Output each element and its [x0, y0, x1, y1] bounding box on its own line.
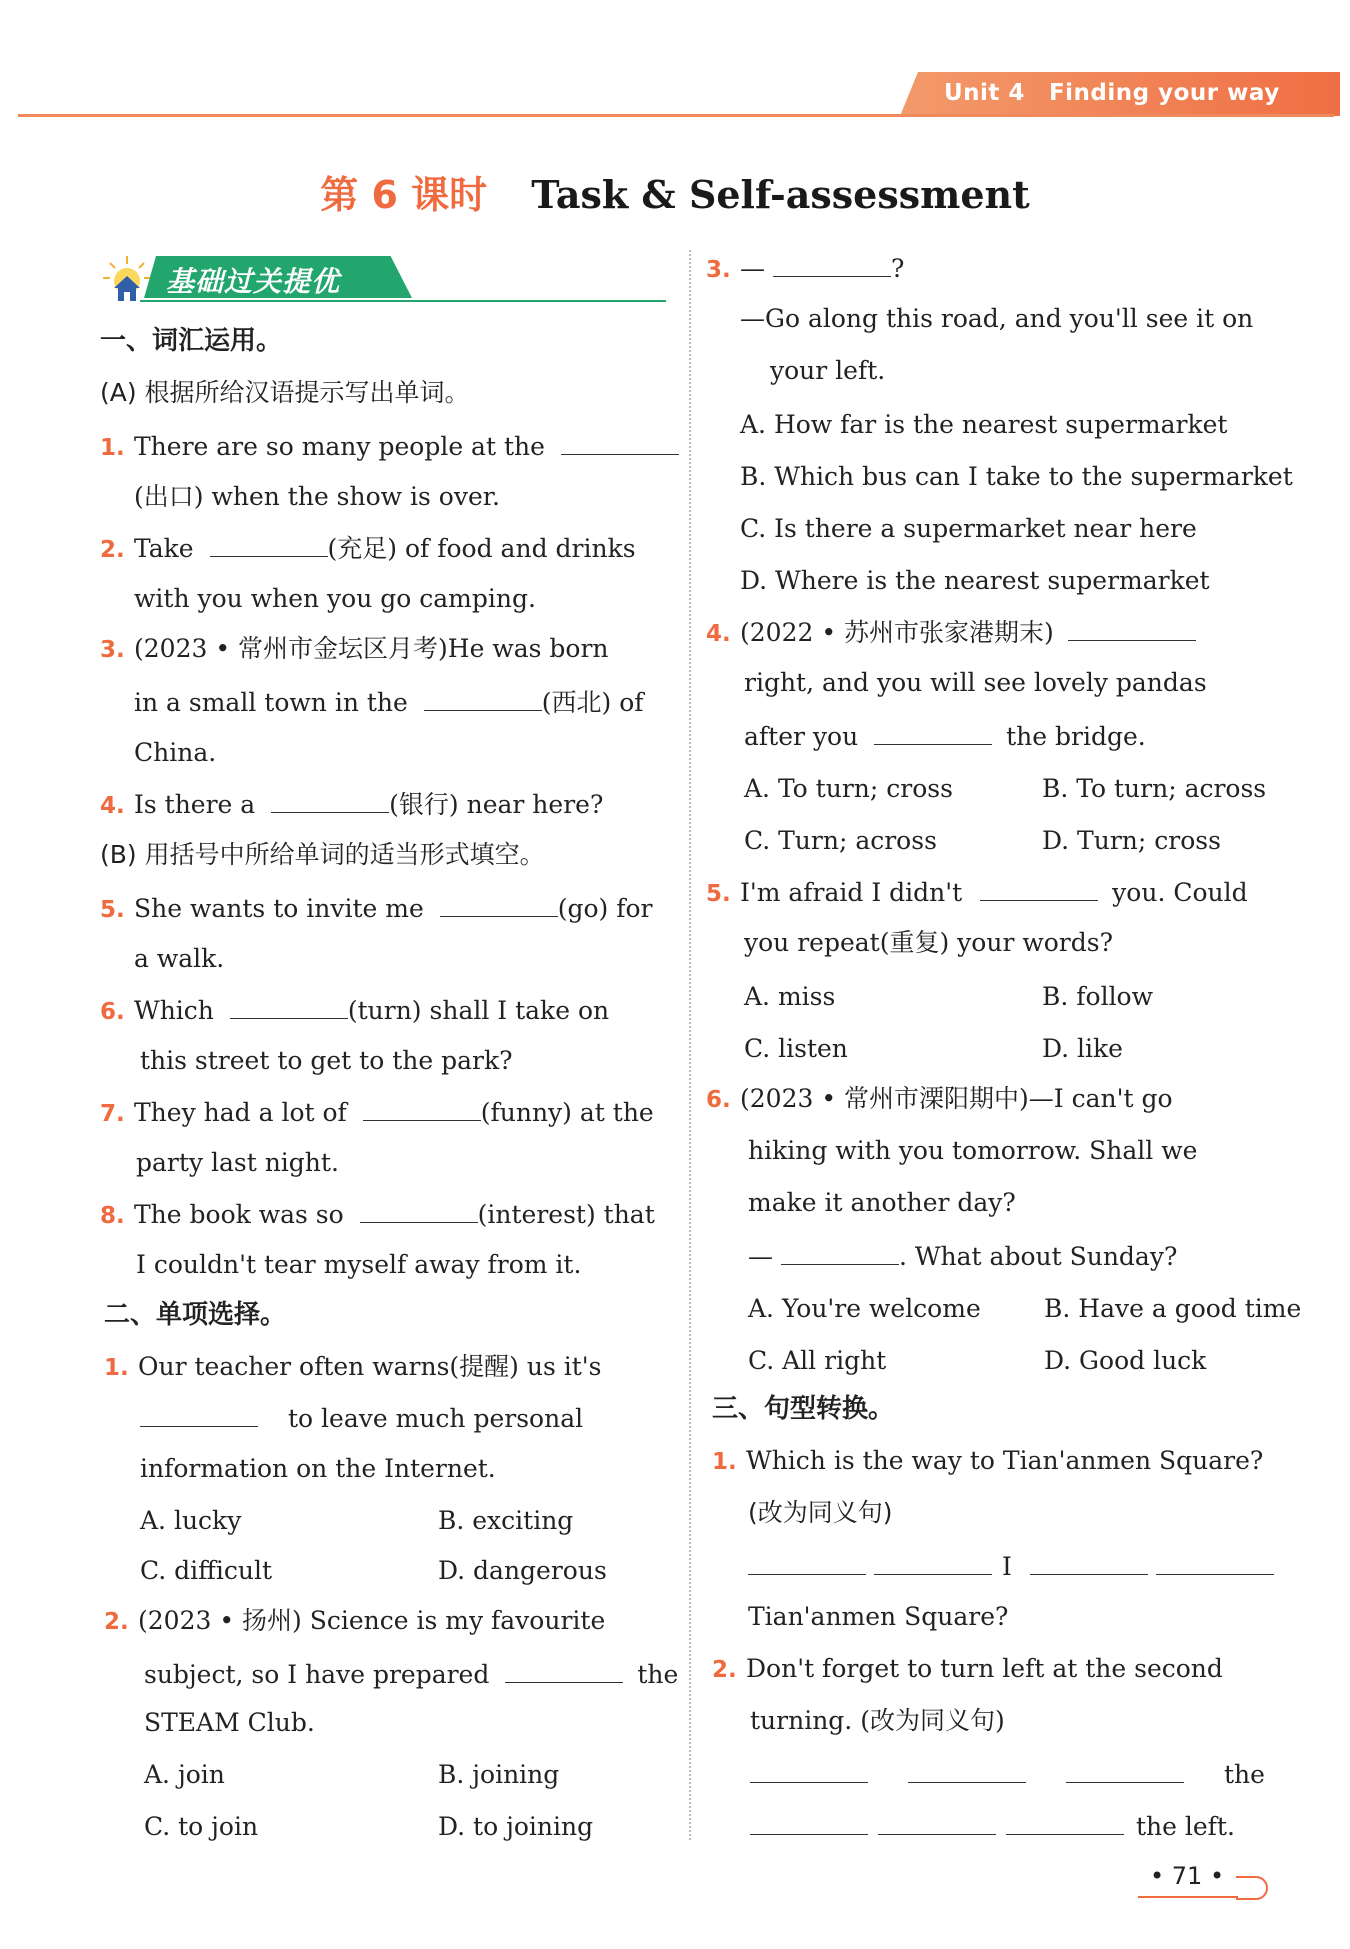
transform-q2-article: the — [1224, 1760, 1265, 1789]
choice-q2-line2 — [144, 1660, 678, 1687]
answer-blank[interactable] — [1030, 1552, 1148, 1575]
choice-q6-option-a[interactable]: A. You're welcome — [748, 1294, 981, 1323]
vocab-q8-line1 — [100, 1200, 655, 1228]
transform-q2-line1 — [712, 1656, 1223, 1682]
vocab-q4-line1 — [100, 790, 603, 818]
transform-q1-line2: (改为同义句) — [748, 1498, 893, 1527]
page-number-hook — [1236, 1876, 1268, 1900]
choice-q6-option-b[interactable]: B. Have a good time — [1044, 1294, 1302, 1323]
transform-q1-line1 — [712, 1448, 1263, 1474]
transform-q2-line3 — [750, 1760, 1265, 1787]
answer-blank[interactable] — [750, 1812, 868, 1835]
vocab-q7-line2: party last night. — [136, 1148, 339, 1177]
question-number: 2. — [104, 1609, 129, 1635]
vocab-q4-text-2: (银行) near here? — [389, 790, 604, 819]
choice-q4-option-b[interactable]: B. To turn; across — [1042, 774, 1267, 803]
answer-blank[interactable] — [140, 1404, 258, 1427]
banner-rule — [140, 300, 666, 302]
column-divider — [689, 250, 691, 1840]
section-transform-heading: 三、句型转换。 — [712, 1394, 895, 1424]
transform-q2-text: Don't forget to turn left at the second — [746, 1654, 1223, 1683]
question-number: 2. — [100, 537, 125, 563]
vocab-q5-text-2: (go) for — [557, 894, 653, 923]
vocab-q3-text-3: (西北) of — [541, 688, 644, 717]
choice-q5-option-b[interactable]: B. follow — [1042, 982, 1154, 1011]
answer-blank[interactable] — [874, 722, 992, 745]
section-choice-heading: 二、单项选择。 — [104, 1300, 287, 1330]
choice-q4-source: (2022 • 苏州市张家港期末) — [740, 618, 1054, 647]
choice-q3-line3: your left. — [770, 356, 886, 385]
vocab-q3-line3: China. — [134, 738, 217, 767]
answer-blank[interactable] — [1068, 618, 1196, 641]
section-banner — [100, 254, 666, 306]
choice-q4-line3 — [744, 722, 1146, 749]
question-number: 1. — [104, 1355, 129, 1381]
vocab-q6-text: Which — [134, 996, 214, 1025]
question-number: 5. — [100, 897, 125, 923]
page-title — [0, 164, 1350, 219]
choice-q2-line1 — [104, 1608, 605, 1634]
choice-q4-line2: right, and you will see lovely pandas — [744, 668, 1207, 697]
vocab-q8-line2: I couldn't tear myself away from it. — [136, 1250, 582, 1279]
transform-q2-text-2: the left. — [1136, 1812, 1235, 1841]
choice-q5-option-a[interactable]: A. miss — [744, 982, 836, 1011]
vocab-q7-text: They had a lot of — [134, 1098, 347, 1127]
answer-blank[interactable] — [440, 894, 558, 917]
vocab-q5-text: She wants to invite me — [134, 894, 424, 923]
choice-q3-option-b[interactable]: B. Which bus can I take to the supermarket — [740, 462, 1293, 491]
unit-number: Unit 4 — [944, 80, 1025, 106]
choice-q2-text-3: the — [637, 1660, 679, 1689]
choice-q1-option-c[interactable]: C. difficult — [140, 1556, 273, 1585]
choice-q1-text-2: to leave much personal — [288, 1404, 584, 1433]
transform-q2-line4 — [750, 1812, 1235, 1839]
house-lightbulb-icon — [100, 254, 154, 306]
choice-q4-option-c[interactable]: C. Turn; across — [744, 826, 937, 855]
choice-q2-text: (2023 • 扬州) Science is my favourite — [138, 1606, 606, 1635]
unit-heading — [944, 80, 1304, 106]
vocab-q2-line2: with you when you go camping. — [134, 584, 536, 613]
choice-q2-option-a[interactable]: A. join — [144, 1760, 225, 1789]
vocab-q8-text-2: (interest) that — [477, 1200, 655, 1229]
unit-topic: Finding your way — [1048, 80, 1280, 106]
answer-blank[interactable] — [773, 254, 891, 277]
vocab-q8-text: The book was so — [134, 1200, 344, 1229]
vocab-q3-text-2: in a small town in the — [134, 688, 408, 717]
vocab-q5-line2: a walk. — [134, 944, 225, 973]
choice-q5-option-c[interactable]: C. listen — [744, 1034, 848, 1063]
choice-q3-qmark: ? — [890, 254, 905, 283]
vocab-q2-text: Take — [134, 534, 194, 563]
answer-blank[interactable] — [874, 1552, 992, 1575]
choice-q5-text-2: you. Could — [1112, 878, 1248, 907]
choice-q6-option-c[interactable]: C. All right — [748, 1346, 887, 1375]
choice-q6-line3: make it another day? — [748, 1188, 1016, 1217]
vocab-q4-text: Is there a — [134, 790, 256, 819]
choice-q3-option-c[interactable]: C. Is there a supermarket near here — [740, 514, 1197, 543]
choice-q2-text-2: subject, so I have prepared — [144, 1660, 490, 1689]
choice-q5-line2: you repeat(重复) your words? — [744, 928, 1113, 957]
choice-q6-dash: — — [748, 1242, 773, 1271]
part-b-instruction: (B) 用括号中所给单词的适当形式填空。 — [100, 840, 545, 869]
vocab-q3-line2 — [134, 688, 644, 715]
question-number: 3. — [100, 637, 125, 663]
choice-q2-option-b[interactable]: B. joining — [438, 1760, 560, 1789]
answer-blank[interactable] — [781, 1242, 899, 1265]
question-number: 4. — [100, 793, 125, 819]
question-number: 4. — [706, 621, 731, 647]
choice-q3-option-d[interactable]: D. Where is the nearest supermarket — [740, 566, 1210, 595]
answer-blank[interactable] — [505, 1660, 623, 1683]
choice-q6-text-2: . What about Sunday? — [898, 1242, 1178, 1271]
vocab-q3-text: (2023 • 常州市金坛区月考)He was born — [134, 634, 609, 663]
question-number: 1. — [712, 1449, 737, 1475]
choice-q6-option-d[interactable]: D. Good luck — [1044, 1346, 1207, 1375]
choice-q2-option-c[interactable]: C. to join — [144, 1812, 259, 1841]
answer-blank[interactable] — [748, 1552, 866, 1575]
answer-blank[interactable] — [908, 1760, 1026, 1783]
answer-blank[interactable] — [271, 790, 389, 813]
answer-blank[interactable] — [878, 1812, 996, 1835]
choice-q5-option-d[interactable]: D. like — [1042, 1034, 1123, 1063]
transform-q2-line2: turning. (改为同义句) — [750, 1706, 1005, 1735]
choice-q1-line2 — [140, 1404, 583, 1431]
answer-blank[interactable] — [1066, 1760, 1184, 1783]
answer-blank[interactable] — [1006, 1812, 1124, 1835]
answer-blank[interactable] — [363, 1098, 481, 1121]
choice-q1-option-a[interactable]: A. lucky — [140, 1506, 242, 1535]
choice-q2-option-d[interactable]: D. to joining — [438, 1812, 594, 1841]
vocab-q3-line1 — [100, 636, 609, 662]
transform-q1-text: Which is the way to Tian'anmen Square? — [746, 1446, 1264, 1475]
question-number: 5. — [706, 881, 731, 907]
question-number: 7. — [100, 1101, 125, 1127]
vocab-q1-line2: (出口) when the show is over. — [134, 482, 500, 511]
lesson-title: Task & Self-assessment — [531, 172, 1030, 217]
answer-blank[interactable] — [561, 432, 679, 455]
choice-q5-line1 — [706, 878, 1248, 906]
choice-q1-line3: information on the Internet. — [140, 1454, 496, 1483]
question-number: 6. — [706, 1087, 731, 1113]
page-number-underline — [1138, 1896, 1238, 1898]
choice-q2-line3: STEAM Club. — [144, 1708, 315, 1737]
page-number: • 71 • — [1150, 1862, 1225, 1890]
vocab-q6-line2: this street to get to the park? — [140, 1046, 513, 1075]
choice-q4-option-a[interactable]: A. To turn; cross — [744, 774, 953, 803]
vocab-q6-line1 — [100, 996, 609, 1024]
vocab-q7-line1 — [100, 1098, 654, 1126]
choice-q3-line1 — [706, 254, 904, 282]
header-rule — [18, 114, 1334, 117]
choice-q3-line2: —Go along this road, and you'll see it on — [740, 304, 1254, 333]
answer-blank[interactable] — [1156, 1552, 1274, 1575]
lesson-number: 第 6 课时 — [320, 173, 488, 217]
choice-q1-line1 — [104, 1354, 602, 1380]
choice-q3-option-a[interactable]: A. How far is the nearest supermarket — [740, 410, 1228, 439]
banner-label: 基础过关提优 — [166, 265, 341, 298]
vocab-q2-text-2: (充足) of food and drinks — [327, 534, 636, 563]
vocab-q5-line1 — [100, 894, 652, 922]
choice-q1-text: Our teacher often warns(提醒) us it's — [138, 1352, 602, 1381]
choice-q4-text-2: the bridge. — [1006, 722, 1146, 751]
choice-q6-line4 — [748, 1242, 1177, 1269]
transform-q1-line4: Tian'anmen Square? — [748, 1602, 1009, 1631]
answer-blank[interactable] — [230, 996, 348, 1019]
answer-blank[interactable] — [360, 1200, 478, 1223]
question-number: 3. — [706, 257, 731, 283]
choice-q4-option-d[interactable]: D. Turn; cross — [1042, 826, 1221, 855]
choice-q5-text: I'm afraid I didn't — [740, 878, 963, 907]
vocab-q2-line1 — [100, 534, 636, 562]
vocab-q7-text-2: (funny) at the — [480, 1098, 654, 1127]
question-number: 8. — [100, 1203, 125, 1229]
question-number: 1. — [100, 435, 125, 461]
answer-blank[interactable] — [424, 688, 542, 711]
choice-q1-option-b[interactable]: B. exciting — [438, 1506, 574, 1535]
answer-blank[interactable] — [980, 878, 1098, 901]
section-vocabulary-heading: 一、词汇运用。 — [100, 326, 283, 356]
choice-q4-text: after you — [744, 722, 859, 751]
transform-q1-line3 — [748, 1552, 1274, 1579]
vocab-q1-text: There are so many people at the — [134, 432, 545, 461]
answer-blank[interactable] — [210, 534, 328, 557]
choice-q6-text: (2023 • 常州市溧阳期中)—I can't go — [740, 1084, 1173, 1113]
choice-q6-line1 — [706, 1086, 1173, 1112]
choice-q1-option-d[interactable]: D. dangerous — [438, 1556, 607, 1585]
choice-q3-dash: — — [740, 254, 765, 283]
vocab-q1-line1 — [100, 432, 679, 460]
choice-q4-line1 — [706, 618, 1196, 646]
choice-q6-line2: hiking with you tomorrow. Shall we — [748, 1136, 1198, 1165]
vocab-q6-text-2: (turn) shall I take on — [347, 996, 610, 1025]
transform-q1-pronoun: I — [1002, 1552, 1012, 1581]
answer-blank[interactable] — [750, 1760, 868, 1783]
question-number: 6. — [100, 999, 125, 1025]
part-a-instruction: (A) 根据所给汉语提示写出单词。 — [100, 378, 470, 407]
question-number: 2. — [712, 1657, 737, 1683]
